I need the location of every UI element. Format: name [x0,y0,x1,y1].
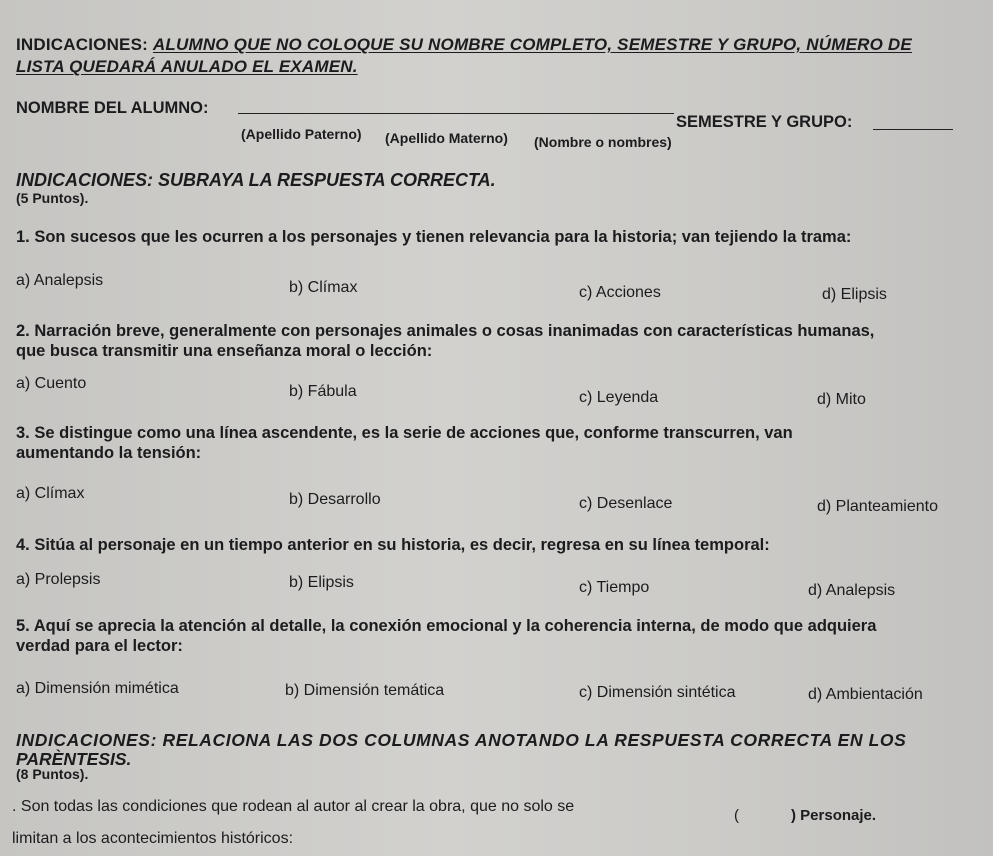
instructions-line-1 [16,35,912,55]
question-4-option-c[interactable]: c) Tiempo [579,579,650,596]
student-name-label: NOMBRE DEL ALUMNO: [16,99,209,117]
question-3-option-b[interactable]: b) Desarrollo [289,491,381,508]
section2-points: (8 Puntos). [16,766,89,782]
matching-item-1-line-1: . Son todas las condiciones que rodean al autor al crear la obra, que no solo se [12,798,575,815]
instructions-line-2: LISTA QUEDARÁ ANULADO EL EXAMEN. [16,57,358,76]
section2-title-line-2: PARÈNTESIS. [16,749,132,769]
instructions-prefix: INDICACIONES: [16,35,153,54]
question-3-text-line-1: 3. Se distingue como una línea ascendente, es la serie de acciones que, conforme transcurren, van [16,424,793,442]
instructions-warning: ALUMNO QUE NO COLOQUE SU NOMBRE COMPLETO, SEMESTRE Y GRUPO, NÚMERO DE [152,35,912,54]
matching-answer-paren-open[interactable]: ( [734,807,739,824]
question-2-option-c[interactable]: c) Leyenda [579,389,659,406]
question-2-text-line-2: que busca transmitir una enseñanza moral o lección: [16,342,433,360]
matching-item-1-line-2: limitan a los acontecimientos históricos: [12,830,294,847]
surname-maternal-hint: (Apellido Materno) [385,130,508,146]
question-1-option-c[interactable]: c) Acciones [579,284,661,301]
section1-points: (5 Puntos). [16,190,89,206]
student-name-field[interactable] [238,113,674,114]
question-5-option-c[interactable]: c) Dimensión sintética [579,684,736,701]
question-1-option-b[interactable]: b) Clímax [289,279,358,296]
question-4-text: 4. Sitúa al personaje en un tiempo anterior en su historia, es decir, regresa en su línea temporal: [16,536,770,554]
question-3-option-c[interactable]: c) Desenlace [579,495,673,512]
question-5-option-b[interactable]: b) Dimensión temática [285,682,445,699]
surname-paternal-hint: (Apellido Paterno) [241,126,362,142]
question-3-option-d[interactable]: d) Planteamiento [817,498,938,515]
question-4-option-b[interactable]: b) Elipsis [289,574,354,591]
semester-group-label: SEMESTRE Y GRUPO: [676,113,853,131]
question-5-option-a[interactable]: a) Dimensión mimética [16,680,179,697]
question-2-option-b[interactable]: b) Fábula [289,383,357,400]
given-names-hint: (Nombre o nombres) [534,134,672,150]
semester-group-field[interactable] [873,129,953,130]
question-1-option-d[interactable]: d) Elipsis [822,286,887,303]
question-3-option-a[interactable]: a) Clímax [16,485,85,502]
question-2-option-a[interactable]: a) Cuento [16,375,87,392]
question-5-text-line-1: 5. Aquí se aprecia la atención al detalle, la conexión emocional y la coherencia interna, de modo que adquiera [16,617,877,635]
matching-answer-personaje: ) Personaje. [791,807,877,824]
question-1-text: 1. Son sucesos que les ocurren a los personajes y tienen relevancia para la historia; van tejiendo la trama: [16,228,852,246]
section2-title-line-1: INDICACIONES: RELACIONA LAS DOS COLUMNAS ANOTANDO LA RESPUESTA CORRECTA EN LOS [16,730,907,750]
question-3-text-line-2: aumentando la tensión: [16,444,202,462]
question-1-option-a[interactable]: a) Analepsis [16,272,104,289]
question-4-option-d[interactable]: d) Analepsis [808,582,896,599]
question-2-option-d[interactable]: d) Mito [817,391,866,408]
question-4-option-a[interactable]: a) Prolepsis [16,571,101,588]
question-5-option-d[interactable]: d) Ambientación [808,686,923,703]
question-5-text-line-2: verdad para el lector: [16,637,183,655]
section1-title: INDICACIONES: SUBRAYA LA RESPUESTA CORRECTA. [16,170,496,190]
question-2-text-line-1: 2. Narración breve, generalmente con personajes animales o cosas inanimadas con características humanas, [16,322,875,340]
